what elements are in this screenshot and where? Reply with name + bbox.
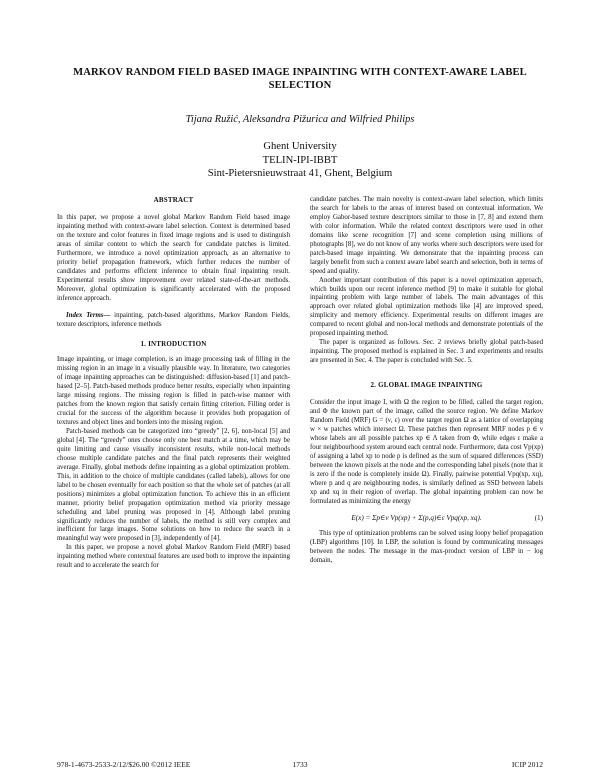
intro-paragraph-1: Image inpainting, or image completion, is an image processing task of filling in the missing region in an image in a visually plausible way. In literature, two categories of image inpainting approaches can be distinguished: diffusion-based [1] and patch-based [2–5]. Patch-based methods produce better results, especially when inpainting large missing regions. The missing region is filled in patch-wise manner with patches from the known region that satisfy certain fitting criterion. Filling order is crucial for the success of the algorithm because it provides both propagation of textures and object lines and borders into the missing region. xyxy=(57,356,290,427)
abstract-heading: ABSTRACT xyxy=(153,196,194,204)
left-column xyxy=(57,196,290,571)
footer-conference: ICIP 2012 xyxy=(511,760,543,769)
contribution-paragraph: Another important contribution of this paper is a novel optimization approach, which builds upon our recent inference method [9] to make it suitable for global inpainting problem with large number of labels. The main advantages of this approach over related global optimization methods like [4] are improved speed, simplicity and memory efficiency. Experimental results on different images are compared to recent global and non-local methods and demonstrate potentials of the proposed inpainting method. xyxy=(310,276,543,338)
affiliation-address: Sint-Pietersnieuwstraat 41, Ghent, Belgium xyxy=(207,168,393,179)
global-inpainting-heading: 2. GLOBAL IMAGE INPAINTING xyxy=(370,381,483,390)
affiliation-department: TELIN-IPI-IBBT xyxy=(262,154,338,166)
equation-number: (1) xyxy=(534,513,543,522)
organization-paragraph: The paper is organized as follows. Sec. 2 reviews briefly global patch-based inpainting. The proposed method is explained in Sec. 3 and experiments and results are presented in Sec. 4. The paper is concluded with Sec. 5. xyxy=(310,339,543,365)
affiliation-university: Ghent University xyxy=(263,141,337,152)
paper-authors: Tijana Ružić, Aleksandra Pižurica and Wilfried Philips xyxy=(185,114,415,125)
global-inpainting-paragraph-1: Consider the input image I, with Ω the region to be filled, called the target region, and Φ the known part of the image, called the source region. We define Markov Random Field (MRF) G = (ν, ε) over the target region Ω as a lattice of overlapping w × w patches which intersect Ω. These patches then represent MRF nodes p ∈ ν whose labels are all possible patches xp ∈ Λ taken from Φ, while edges ε make a four neighbourhood system around each central node. Furthermore, data cost Vp(xp) of assigning a label xp to node p is defined as the sum of squared differences (SSD) between the known pixels at the node and the corresponding label pixels (note that it is zero if the node is completely inside Ω). Finally, pairwise potential Vpq(xp, xq), where p and q are neighbouring nodes, is similarly defined as SSD between labels xp and xq in their region of overlap. The global inpainting problem can now be formulated as minimizing the energy xyxy=(310,399,543,505)
index-terms-text: inpainting, patch-based algorithms, Markov Random Fields, texture descriptors, inference methods xyxy=(57,312,290,329)
affiliation-block xyxy=(50,140,550,181)
index-terms xyxy=(57,312,290,330)
footer-copyright: 978-1-4673-2533-2/12/$26.00 ©2012 IEEE xyxy=(57,760,191,769)
right-column xyxy=(310,196,543,566)
index-terms-label: Index Terms— xyxy=(66,312,111,320)
footer-page-number: 1733 xyxy=(292,760,308,769)
global-inpainting-paragraph-2: This type of optimization problems can be solved using loopy belief propagation (LBP) algorithms [10]. In LBP, the solution is found by communicating messages between the nodes. The message in the max-product version of LBP in − log domain, xyxy=(310,530,543,565)
intro-paragraph-3: In this paper, we propose a novel global Markov Random Field (MRF) based inpainting method where contextual features are used both to improve the inpainting result and to accelerate the search for xyxy=(57,544,290,570)
intro-paragraph-2: Patch-based methods can be categorized into “greedy” [2, 6], non-local [5] and global [4]. The “greedy” ones choose only one best match at a time, which may be quite limiting and cause visually inconsistent results, while non-local methods choose multiple candidate patches and the final patch represents their weighted average. Finally, global methods define inpainting as a global optimization problem. This, in addition to the choice of multiple candidates (called labels), allows for one label to be chosen eventually for each position so that the whole set of patches (at all positions) minimizes a global optimization function. To achieve this in an efficient manner, priority belief propagation optimization method via priority message scheduling and label pruning was proposed in [4]. Although label pruning significantly reduces the number of labels, the method is still very complex and inefficient for large images. Some solutions on how to reduce the search in a meaningful way were proposed in [3], independently of [4]. xyxy=(57,427,290,543)
equation-body: E(x) = Σp∈ν Vp(xp) + Σ(p,q)∈ε Vpq(xp, xq). xyxy=(351,513,482,522)
intro-heading: 1. INTRODUCTION xyxy=(140,340,207,349)
energy-equation xyxy=(310,514,543,523)
intro-continuation-paragraph: candidate patches. The main novelty is context-aware label selection, which limits the search for labels to the areas of interest based on contextual information. We employ Gabor-based texture descriptors similar to those in [7, 8] and extend them with color information. While the related context descriptors were used in other domains like scene recognition [7] and scene completion using millions of photographs [8], we do not know of any works where such descriptors were used for patch-based image inpainting. We demonstrate that the inpainting process can largely benefit from such a context aware label search and selection, both in terms of speed and quality. xyxy=(310,196,543,275)
abstract-text: In this paper, we propose a novel global Markov Random Field based image inpainting method with context-aware label selection. Context is determined based on the texture and color features in fixed image regions and is used to distinguish areas of similar content to which the search for candidate patches is limited. Furthermore, we introduce a novel optimization approach, as an alternative to priority belief propagation framework, which further reduces the number of candidates and performs efficient inference to obtain final inpainting result. Experimental results show improvement over related state-of-the-art methods. Moreover, global optimization is significantly accelerated with the proposed inference approach. xyxy=(57,213,290,302)
paper-title: MARKOV RANDOM FIELD BASED IMAGE INPAINTING WITH CONTEXT-AWARE LABEL SELECTION xyxy=(73,67,527,91)
